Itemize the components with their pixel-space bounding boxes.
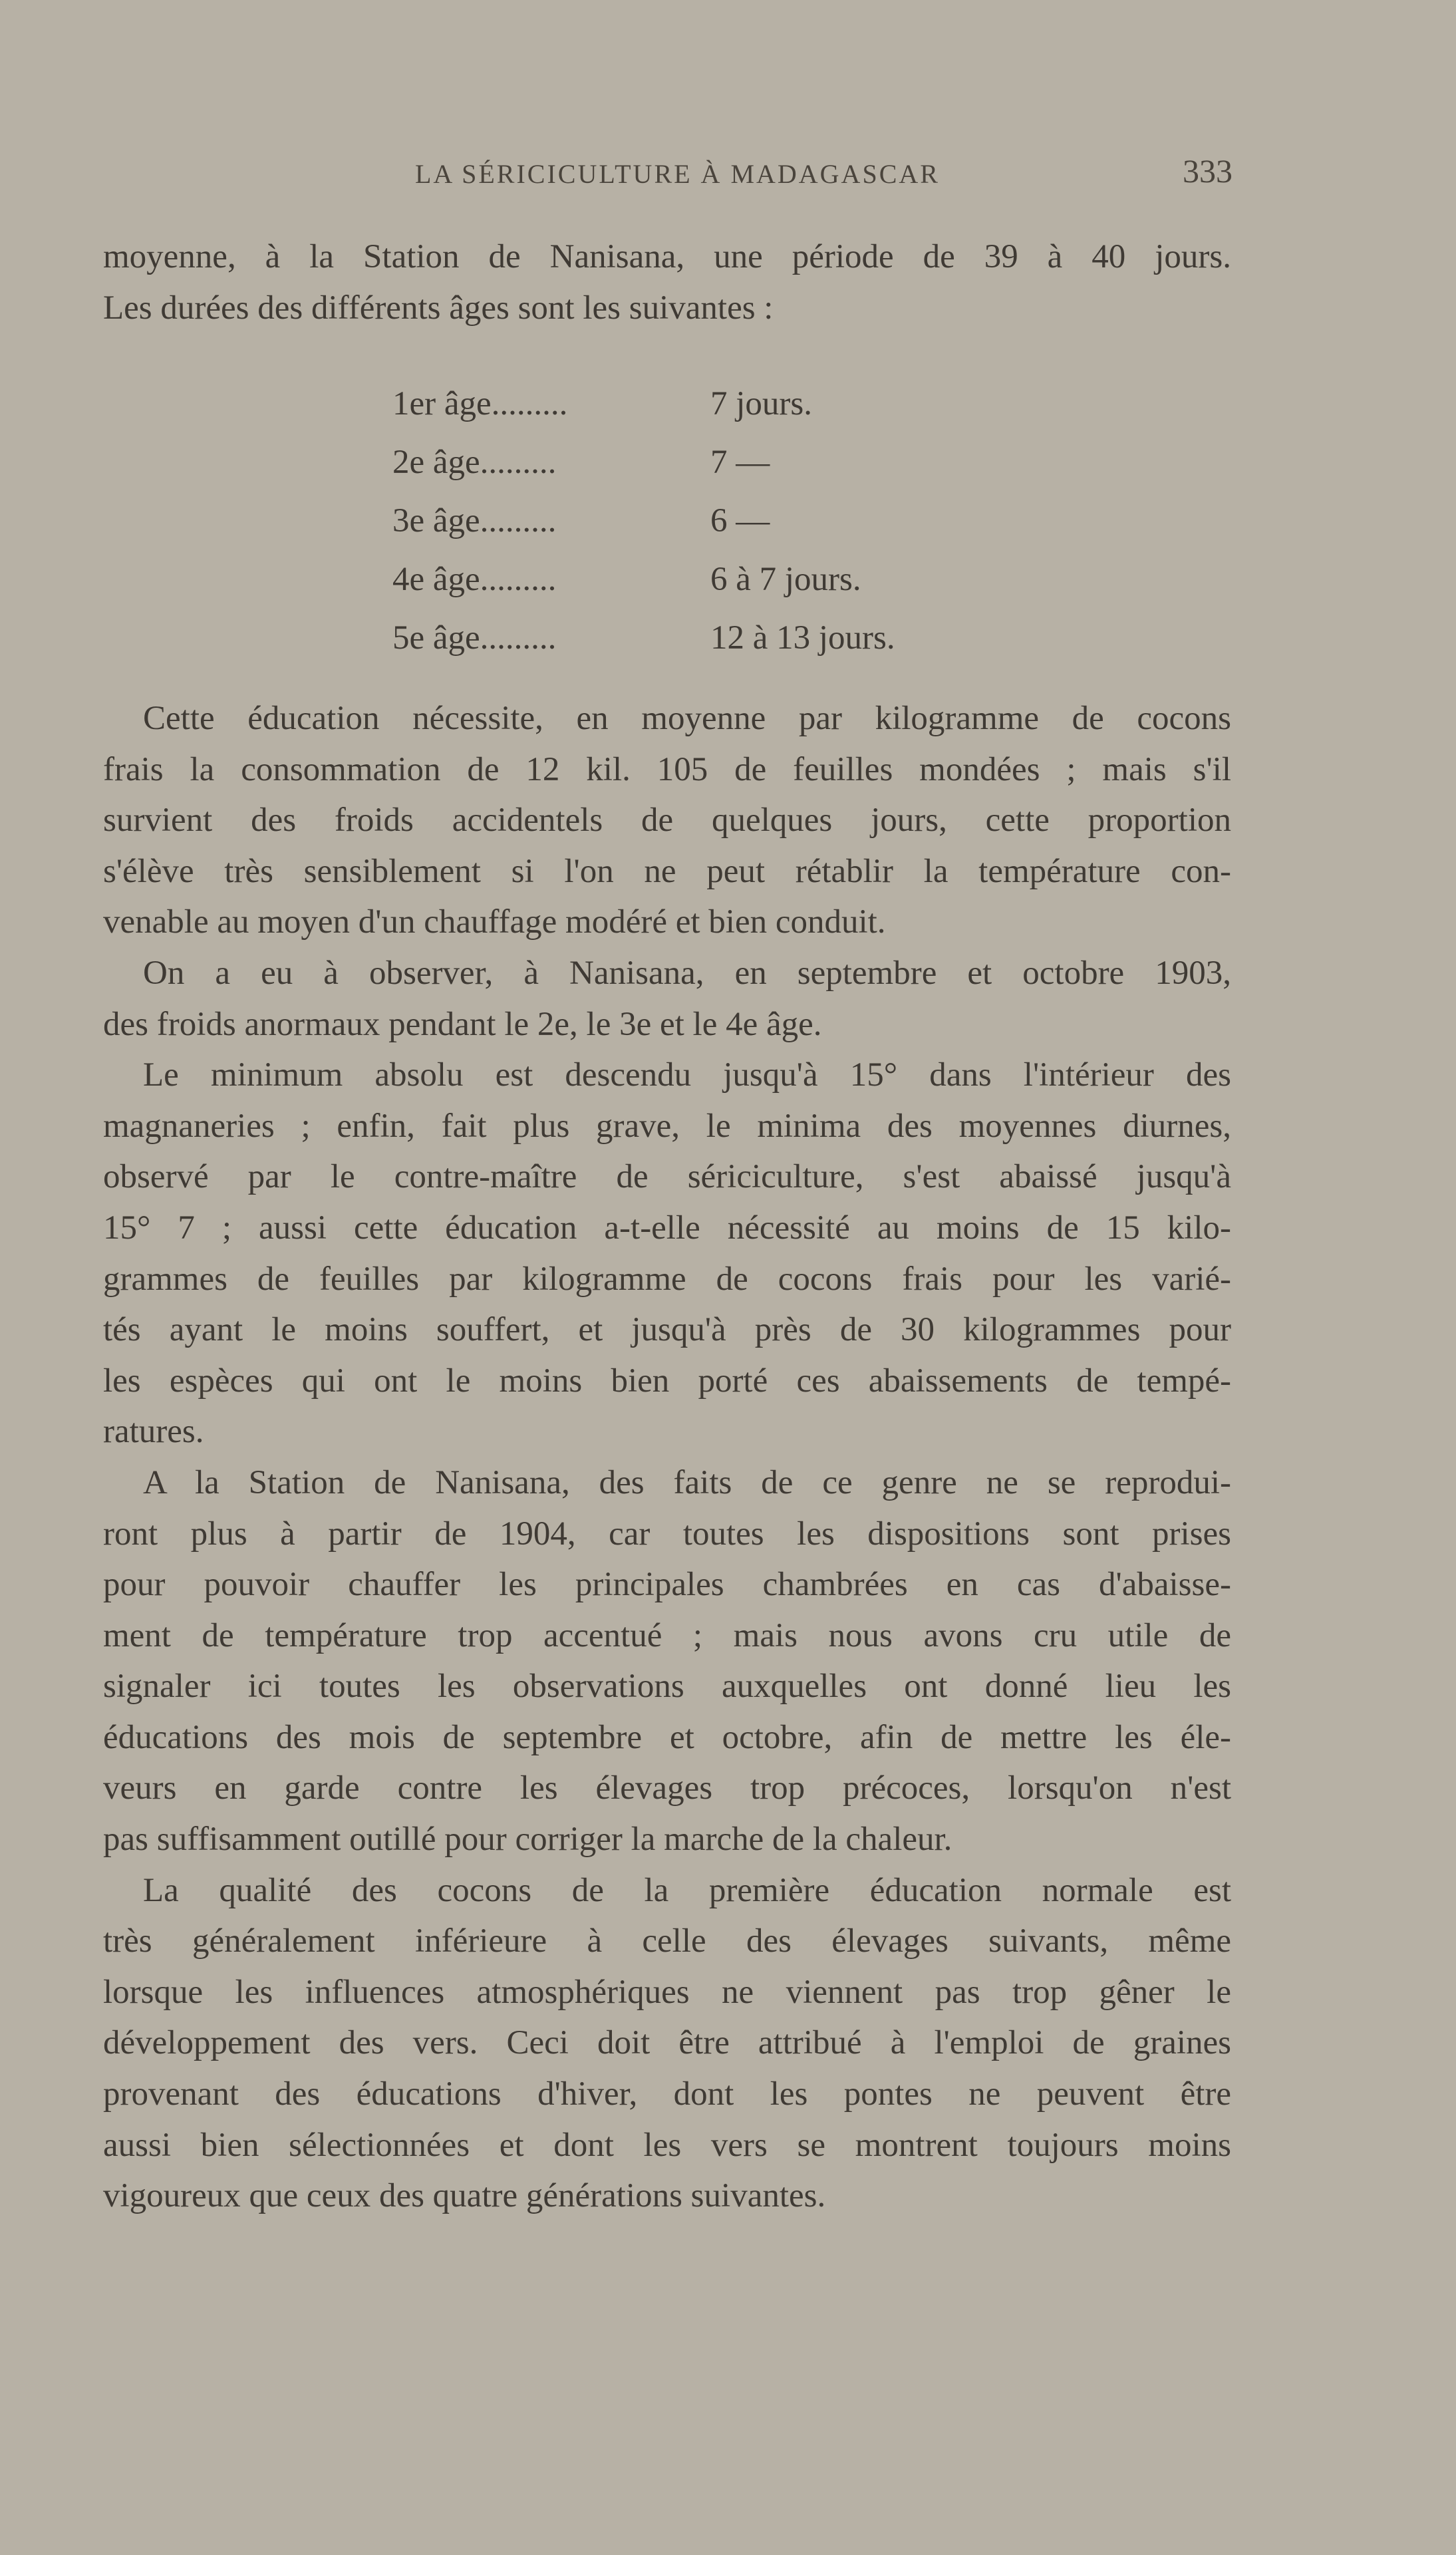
age-label: 1er âge.........: [392, 385, 568, 422]
text-line: provenant des éducations d'hiver, dont les pontes ne peuvent être: [103, 2075, 1231, 2113]
text-line: ratures.: [103, 1413, 204, 1451]
age-duration: 12 à 13 jours.: [710, 619, 895, 657]
text-line: aussi bien sélectionnées et dont les vers se montrent toujours moins: [103, 2126, 1231, 2164]
age-label: 3e âge.........: [392, 502, 557, 539]
text-line: 15° 7 ; aussi cette éducation a-t-elle nécessité au moins de 15 kilo-: [103, 1209, 1231, 1247]
text-line: tés ayant le moins souffert, et jusqu'à près de 30 kilogrammes pour: [103, 1311, 1231, 1349]
text-line: s'élève très sensiblement si l'on ne peut rétablir la température con-: [103, 852, 1231, 890]
text-line: grammes de feuilles par kilogramme de cocons frais pour les varié-: [103, 1260, 1231, 1298]
paragraph-2: [103, 948, 1231, 1050]
text-line: Les durées des différents âges sont les suivantes :: [103, 289, 774, 327]
text-line: ment de température trop accentué ; mais nous avons cru utile de: [103, 1616, 1231, 1654]
text-line: La qualité des cocons de la première éducation normale est: [143, 1871, 1231, 1909]
text-line: ront plus à partir de 1904, car toutes les dispositions sont prises: [103, 1515, 1231, 1553]
text-line: développement des vers. Ceci doit être attribué à l'emploi de graines: [103, 2024, 1231, 2062]
paragraph-3: [103, 1050, 1231, 1457]
text-line: vigoureux que ceux des quatre générations suivantes.: [103, 2177, 826, 2215]
age-duration: 7 jours.: [710, 385, 812, 422]
age-duration: 6 à 7 jours.: [710, 561, 861, 598]
text-line: frais la consommation de 12 kil. 105 de feuilles mondées ; mais s'il: [103, 750, 1231, 788]
text-line: signaler ici toutes les observations auxquelles ont donné lieu les: [103, 1668, 1231, 1706]
text-line: veurs en garde contre les élevages trop précoces, lorsqu'on n'est: [103, 1769, 1231, 1807]
age-duration: 6 —: [710, 502, 770, 539]
table-row: [392, 502, 991, 560]
running-head: LA SÉRICICULTURE À MADAGASCAR: [415, 159, 940, 189]
text-line: A la Station de Nanisana, des faits de ce genre ne se reprodui-: [143, 1463, 1231, 1501]
age-duration: 7 —: [710, 444, 770, 481]
text-line: magnaneries ; enfin, fait plus grave, le minima des moyennes diurnes,: [103, 1107, 1231, 1145]
text-line: pas suffisamment outillé pour corriger la marche de la chaleur.: [103, 1821, 952, 1859]
text-line: observé par le contre-maître de sériciculture, s'est abaissé jusqu'à: [103, 1158, 1231, 1196]
intro-paragraph: [103, 231, 1231, 333]
text-line: très généralement inférieure à celle des élevages suivants, même: [103, 1922, 1231, 1960]
text-line: venable au moyen d'un chauffage modéré et bien conduit.: [103, 903, 886, 941]
body-text: [103, 693, 1231, 2222]
table-row: [392, 560, 991, 619]
text-line: Le minimum absolu est descendu jusqu'à 15° dans l'intérieur des: [143, 1056, 1231, 1094]
text-line: survient des froids accidentels de quelques jours, cette proportion: [103, 802, 1231, 839]
table-row: [392, 384, 991, 443]
text-line: pour pouvoir chauffer les principales chambrées en cas d'abaisse-: [103, 1566, 1231, 1604]
age-label: 4e âge.........: [392, 561, 557, 598]
page-number: 333: [1183, 152, 1233, 190]
paragraph-4: [103, 1457, 1231, 1865]
ages-table: [392, 384, 991, 677]
text-line: Cette éducation nécessite, en moyenne par kilogramme de cocons: [143, 700, 1231, 737]
paragraph-5: [103, 1865, 1231, 2222]
paragraph-1: [103, 693, 1231, 948]
text-line: les espèces qui ont le moins bien porté ces abaissements de tempé-: [103, 1362, 1231, 1400]
text-line: moyenne, à la Station de Nanisana, une période de 39 à 40 jours.: [103, 238, 1231, 275]
text-line: On a eu à observer, à Nanisana, en septembre et octobre 1903,: [143, 954, 1231, 992]
table-row: [392, 619, 991, 677]
text-line: des froids anormaux pendant le 2e, le 3e et le 4e âge.: [103, 1005, 822, 1043]
age-label: 2e âge.........: [392, 444, 557, 481]
table-row: [392, 443, 991, 502]
age-label: 5e âge.........: [392, 619, 557, 657]
text-line: éducations des mois de septembre et octobre, afin de mettre les éle-: [103, 1718, 1231, 1756]
text-line: lorsque les influences atmosphériques ne viennent pas trop gêner le: [103, 1973, 1231, 2011]
